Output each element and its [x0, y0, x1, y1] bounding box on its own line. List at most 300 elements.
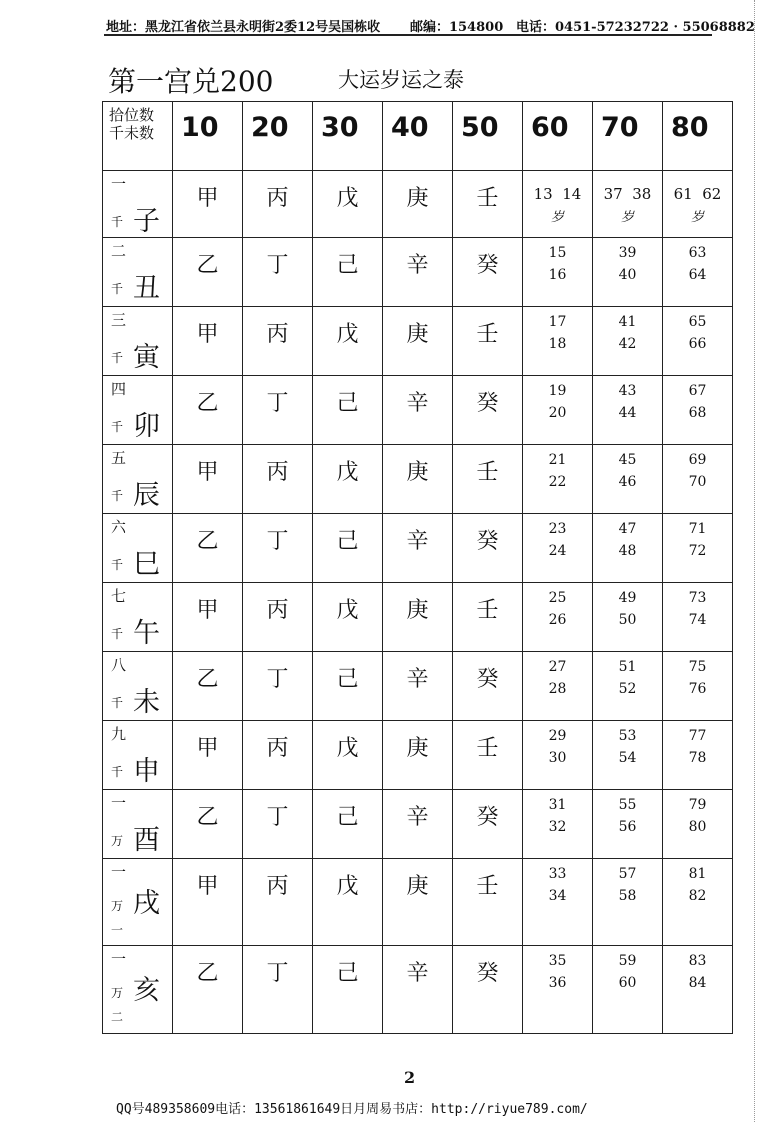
stem-cell: [383, 307, 453, 376]
corner-cell: [103, 102, 173, 171]
age-first: 81: [688, 866, 707, 882]
age-first: 27: [548, 659, 567, 675]
stem-cell: [453, 790, 523, 859]
age-cell: [663, 790, 733, 859]
stem-value: 癸: [476, 961, 499, 986]
age-second: 34: [548, 888, 567, 904]
age-first: 55: [618, 797, 637, 813]
age-first: 37: [603, 185, 623, 203]
age-cell: [663, 238, 733, 307]
row-number: 九: [111, 725, 127, 743]
age-first: 47: [618, 521, 637, 537]
age-cell: [523, 721, 593, 790]
age-cell: [593, 946, 663, 1034]
stem-value: 戊: [336, 186, 359, 211]
age-values: [593, 721, 662, 769]
stem-cell: [313, 445, 383, 514]
column-header: [173, 102, 243, 171]
age-cell: [593, 790, 663, 859]
age-values: [593, 376, 662, 424]
page-header: [104, 8, 755, 36]
stem-cell: [313, 238, 383, 307]
stem-value: 辛: [406, 253, 429, 278]
stem-cell: [243, 721, 313, 790]
row-label-cell: [103, 376, 173, 445]
row-unit: 万: [111, 986, 124, 1000]
age-values: [663, 307, 732, 355]
age-cell: [663, 376, 733, 445]
stem-cell: [313, 583, 383, 652]
stem-value: 己: [336, 253, 359, 278]
stem-value: 戊: [336, 460, 359, 485]
column-header-80: 80: [671, 112, 709, 143]
age-first: 29: [548, 728, 567, 744]
age-first: 35: [548, 953, 567, 969]
row-extra: 二: [111, 1010, 124, 1024]
stem-cell: [173, 652, 243, 721]
age-values: [663, 721, 732, 769]
row-branch: 申: [133, 756, 160, 787]
stem-cell: [173, 583, 243, 652]
column-header: [383, 102, 453, 171]
table-header-row: [103, 102, 733, 171]
stem-value: 庚: [406, 736, 429, 761]
stem-value: 甲: [196, 736, 219, 761]
age-second: 56: [618, 819, 637, 835]
stem-value: 癸: [476, 667, 499, 692]
age-second: 22: [548, 474, 567, 490]
stem-cell: [313, 859, 383, 946]
age-first: 69: [688, 452, 707, 468]
age-second: 16: [548, 267, 567, 283]
stem-cell: [383, 859, 453, 946]
row-unit: 万: [111, 899, 124, 913]
column-header: [453, 102, 523, 171]
stem-cell: [173, 946, 243, 1034]
stem-value: 癸: [476, 391, 499, 416]
stem-value: 丙: [266, 598, 289, 623]
stem-cell: [453, 514, 523, 583]
stem-value: 辛: [406, 961, 429, 986]
age-values: [663, 583, 732, 631]
stem-value: 戊: [336, 598, 359, 623]
age-cell: [523, 652, 593, 721]
stem-value: 甲: [196, 598, 219, 623]
row-number: 八: [111, 656, 127, 674]
row-unit: 千: [111, 489, 124, 503]
age-values: [593, 859, 662, 907]
age-first: 53: [618, 728, 637, 744]
stem-cell: [383, 238, 453, 307]
age-first: 61: [673, 185, 693, 203]
age-second: 66: [688, 336, 707, 352]
stem-value: 丁: [266, 961, 289, 986]
age-first: 77: [688, 728, 707, 744]
age-second: 78: [688, 750, 707, 766]
stem-cell: [243, 652, 313, 721]
stem-cell: [383, 583, 453, 652]
age-cell: [523, 583, 593, 652]
age-first: 31: [548, 797, 567, 813]
row-number: 三: [111, 311, 127, 329]
stem-cell: [173, 859, 243, 946]
row-branch: 午: [133, 618, 160, 649]
age-second: 20: [548, 405, 567, 421]
age-cell: [593, 652, 663, 721]
page-subtitle: 大运岁运之泰: [338, 68, 464, 92]
stem-cell: [453, 307, 523, 376]
stem-cell: [453, 445, 523, 514]
age-second: 30: [548, 750, 567, 766]
stem-cell: [243, 514, 313, 583]
age-first: 15: [548, 245, 567, 261]
table-row: [103, 790, 733, 859]
age-values: [593, 583, 662, 631]
age-second: 24: [548, 543, 567, 559]
stem-value: 甲: [196, 874, 219, 899]
row-unit: 千: [111, 627, 124, 641]
column-header-20: 20: [251, 112, 289, 143]
age-second: 46: [618, 474, 637, 490]
stem-cell: [313, 514, 383, 583]
age-second: 36: [548, 975, 567, 991]
stem-cell: [453, 238, 523, 307]
age-cell: [663, 514, 733, 583]
stem-cell: [243, 859, 313, 946]
stem-cell: [383, 946, 453, 1034]
age-cell: [593, 721, 663, 790]
age-cell: [523, 790, 593, 859]
stem-value: 戊: [336, 874, 359, 899]
stem-value: 甲: [196, 186, 219, 211]
age-first: 13: [533, 185, 553, 203]
stem-cell: [383, 652, 453, 721]
stem-cell: [383, 171, 453, 238]
age-first: 71: [688, 521, 707, 537]
stem-value: 己: [336, 667, 359, 692]
age-second: 50: [618, 612, 637, 628]
row-extra: 一: [111, 923, 124, 937]
age-first: 21: [548, 452, 567, 468]
stem-cell: [313, 790, 383, 859]
age-second: 80: [688, 819, 707, 835]
column-header: [593, 102, 663, 171]
stem-value: 壬: [476, 186, 499, 211]
stem-cell: [313, 307, 383, 376]
stem-value: 戊: [336, 322, 359, 347]
age-values: [523, 790, 592, 838]
age-second: 40: [618, 267, 637, 283]
row-unit: 千: [111, 558, 124, 572]
stem-cell: [383, 514, 453, 583]
age-values: [663, 445, 732, 493]
stem-value: 己: [336, 961, 359, 986]
stem-cell: [243, 583, 313, 652]
stem-cell: [243, 376, 313, 445]
age-values: [593, 946, 662, 994]
stem-cell: [173, 171, 243, 238]
stem-value: 辛: [406, 805, 429, 830]
age-second: 28: [548, 681, 567, 697]
stem-cell: [453, 652, 523, 721]
stem-value: 丙: [266, 874, 289, 899]
table-row: [103, 307, 733, 376]
age-values: [593, 652, 662, 700]
stem-value: 己: [336, 529, 359, 554]
age-second: 64: [688, 267, 707, 283]
stem-cell: [173, 307, 243, 376]
table-row: [103, 583, 733, 652]
stem-value: 壬: [476, 460, 499, 485]
age-cell: [663, 583, 733, 652]
age-values: [663, 859, 732, 907]
age-values: [593, 307, 662, 355]
table-row: [103, 238, 733, 307]
stem-cell: [383, 721, 453, 790]
age-values: [663, 514, 732, 562]
row-unit: 千: [111, 420, 124, 434]
stem-value: 丁: [266, 253, 289, 278]
age-second: 62: [702, 185, 722, 203]
stem-cell: [453, 583, 523, 652]
row-branch: 寅: [133, 342, 160, 373]
stem-value: 戊: [336, 736, 359, 761]
age-values: [593, 514, 662, 562]
age-second: 44: [618, 405, 637, 421]
age-second: 42: [618, 336, 637, 352]
row-branch: 卯: [133, 411, 160, 442]
table-row: [103, 859, 733, 946]
age-cell: [663, 721, 733, 790]
column-header-60: 60: [531, 112, 569, 143]
age-second: 32: [548, 819, 567, 835]
stem-value: 癸: [476, 805, 499, 830]
age-values: [593, 790, 662, 838]
age-cell: [593, 238, 663, 307]
stem-value: 乙: [196, 667, 219, 692]
column-header-30: 30: [321, 112, 359, 143]
stem-value: 辛: [406, 667, 429, 692]
age-second: 68: [688, 405, 707, 421]
age-values: [523, 307, 592, 355]
age-first: 43: [618, 383, 637, 399]
stem-value: 丙: [266, 186, 289, 211]
stem-value: 庚: [406, 186, 429, 211]
stem-cell: [383, 445, 453, 514]
stem-cell: [453, 946, 523, 1034]
stem-cell: [243, 946, 313, 1034]
row-unit: 千: [111, 282, 124, 296]
page-footer: QQ号489358609电话：13561861649日月周易书店：http://riyue789.com/: [116, 1102, 588, 1117]
table-row: [103, 946, 733, 1034]
stem-cell: [313, 652, 383, 721]
age-first: 65: [688, 314, 707, 330]
row-label-cell: [103, 946, 173, 1034]
age-cell: [663, 307, 733, 376]
age-cell: [663, 445, 733, 514]
column-header: [663, 102, 733, 171]
row-number: 七: [111, 587, 127, 605]
stem-value: 己: [336, 805, 359, 830]
age-second: 52: [618, 681, 637, 697]
stem-cell: [313, 376, 383, 445]
age-cell: [523, 946, 593, 1034]
corner-label-2: 千未数: [109, 124, 155, 142]
stem-cell: [383, 376, 453, 445]
stem-value: 丁: [266, 667, 289, 692]
age-first: 83: [688, 953, 707, 969]
age-values: [523, 376, 592, 424]
row-branch: 戌: [133, 888, 160, 919]
age-values: [523, 859, 592, 907]
age-first: 41: [618, 314, 637, 330]
age-cell: [523, 514, 593, 583]
age-cell: [593, 859, 663, 946]
table-row: [103, 652, 733, 721]
stem-value: 甲: [196, 322, 219, 347]
age-first: 67: [688, 383, 707, 399]
row-branch: 未: [133, 687, 160, 718]
age-cell: [663, 946, 733, 1034]
age-values: [663, 652, 732, 700]
fortune-table: [102, 101, 733, 1034]
stem-cell: [173, 514, 243, 583]
age-second: 48: [618, 543, 637, 559]
stem-cell: [243, 790, 313, 859]
age-cell: [523, 445, 593, 514]
stem-cell: [243, 307, 313, 376]
row-label-cell: [103, 583, 173, 652]
stem-value: 乙: [196, 961, 219, 986]
row-number: 五: [111, 449, 127, 467]
age-cell: [663, 652, 733, 721]
table-row: [103, 445, 733, 514]
age-values: [523, 445, 592, 493]
stem-value: 乙: [196, 529, 219, 554]
row-number: 四: [111, 380, 127, 398]
stem-value: 庚: [406, 322, 429, 347]
row-number: 一: [111, 175, 127, 193]
age-second: 54: [618, 750, 637, 766]
stem-cell: [173, 721, 243, 790]
age-first: 57: [618, 866, 637, 882]
stem-value: 甲: [196, 460, 219, 485]
age-first: 33: [548, 866, 567, 882]
age-cell: [593, 583, 663, 652]
row-number: 二: [111, 242, 127, 260]
age-first: 73: [688, 590, 707, 606]
row-branch: 丑: [133, 273, 160, 304]
age-values: [663, 171, 732, 229]
stem-value: 壬: [476, 322, 499, 347]
age-second: 84: [688, 975, 707, 991]
table-row: [103, 376, 733, 445]
age-cell: [663, 859, 733, 946]
row-unit: 千: [111, 765, 124, 779]
age-second: 74: [688, 612, 707, 628]
age-values: [593, 238, 662, 286]
stem-value: 乙: [196, 391, 219, 416]
column-header: [523, 102, 593, 171]
column-header-70: 70: [601, 112, 639, 143]
age-cell: [523, 376, 593, 445]
row-branch: 酉: [133, 825, 160, 856]
stem-value: 丙: [266, 460, 289, 485]
column-header-10: 10: [181, 112, 219, 143]
age-values: [663, 238, 732, 286]
stem-cell: [173, 790, 243, 859]
age-first: 63: [688, 245, 707, 261]
age-second: 82: [688, 888, 707, 904]
row-label-cell: [103, 790, 173, 859]
age-cell: [593, 307, 663, 376]
column-header-40: 40: [391, 112, 429, 143]
age-first: 51: [618, 659, 637, 675]
header-phone: 电话：0451-57232722 · 55068882: [516, 20, 755, 35]
stem-cell: [453, 859, 523, 946]
row-branch: 辰: [133, 480, 160, 511]
stem-value: 壬: [476, 598, 499, 623]
age-first: 19: [548, 383, 567, 399]
age-cell: [523, 859, 593, 946]
row-unit: 万: [111, 834, 124, 848]
row-label-cell: [103, 171, 173, 238]
stem-value: 壬: [476, 736, 499, 761]
row-branch: 亥: [133, 975, 160, 1006]
age-cell: [523, 171, 593, 238]
age-cell: [593, 376, 663, 445]
age-second: 76: [688, 681, 707, 697]
row-number: 六: [111, 518, 127, 536]
age-values: [593, 445, 662, 493]
page-number: 2: [404, 1068, 416, 1087]
age-sui-label: 岁: [690, 210, 704, 225]
corner-label-1: 拾位数: [109, 106, 155, 124]
age-first: 75: [688, 659, 707, 675]
age-values: [663, 376, 732, 424]
table-row: [103, 171, 733, 238]
age-second: 70: [688, 474, 707, 490]
age-first: 23: [548, 521, 567, 537]
stem-cell: [313, 721, 383, 790]
table-row: [103, 514, 733, 583]
age-cell: [663, 171, 733, 238]
stem-cell: [383, 790, 453, 859]
stem-value: 丁: [266, 529, 289, 554]
page-title: 第一宫兑200: [108, 65, 274, 98]
column-header: [313, 102, 383, 171]
row-number: 一: [111, 863, 127, 881]
age-second: 72: [688, 543, 707, 559]
age-first: 25: [548, 590, 567, 606]
row-branch: 巳: [133, 549, 160, 580]
stem-value: 乙: [196, 805, 219, 830]
row-unit: 千: [111, 351, 124, 365]
stem-value: 癸: [476, 529, 499, 554]
row-unit: 千: [111, 696, 124, 710]
row-number: 一: [111, 794, 127, 812]
age-second: 26: [548, 612, 567, 628]
age-values: [663, 946, 732, 994]
age-sui-label: 岁: [620, 210, 634, 225]
age-first: 45: [618, 452, 637, 468]
age-cell: [523, 307, 593, 376]
stem-value: 庚: [406, 874, 429, 899]
age-first: 49: [618, 590, 637, 606]
age-values: [593, 171, 662, 229]
age-first: 79: [688, 797, 707, 813]
row-label-cell: [103, 859, 173, 946]
